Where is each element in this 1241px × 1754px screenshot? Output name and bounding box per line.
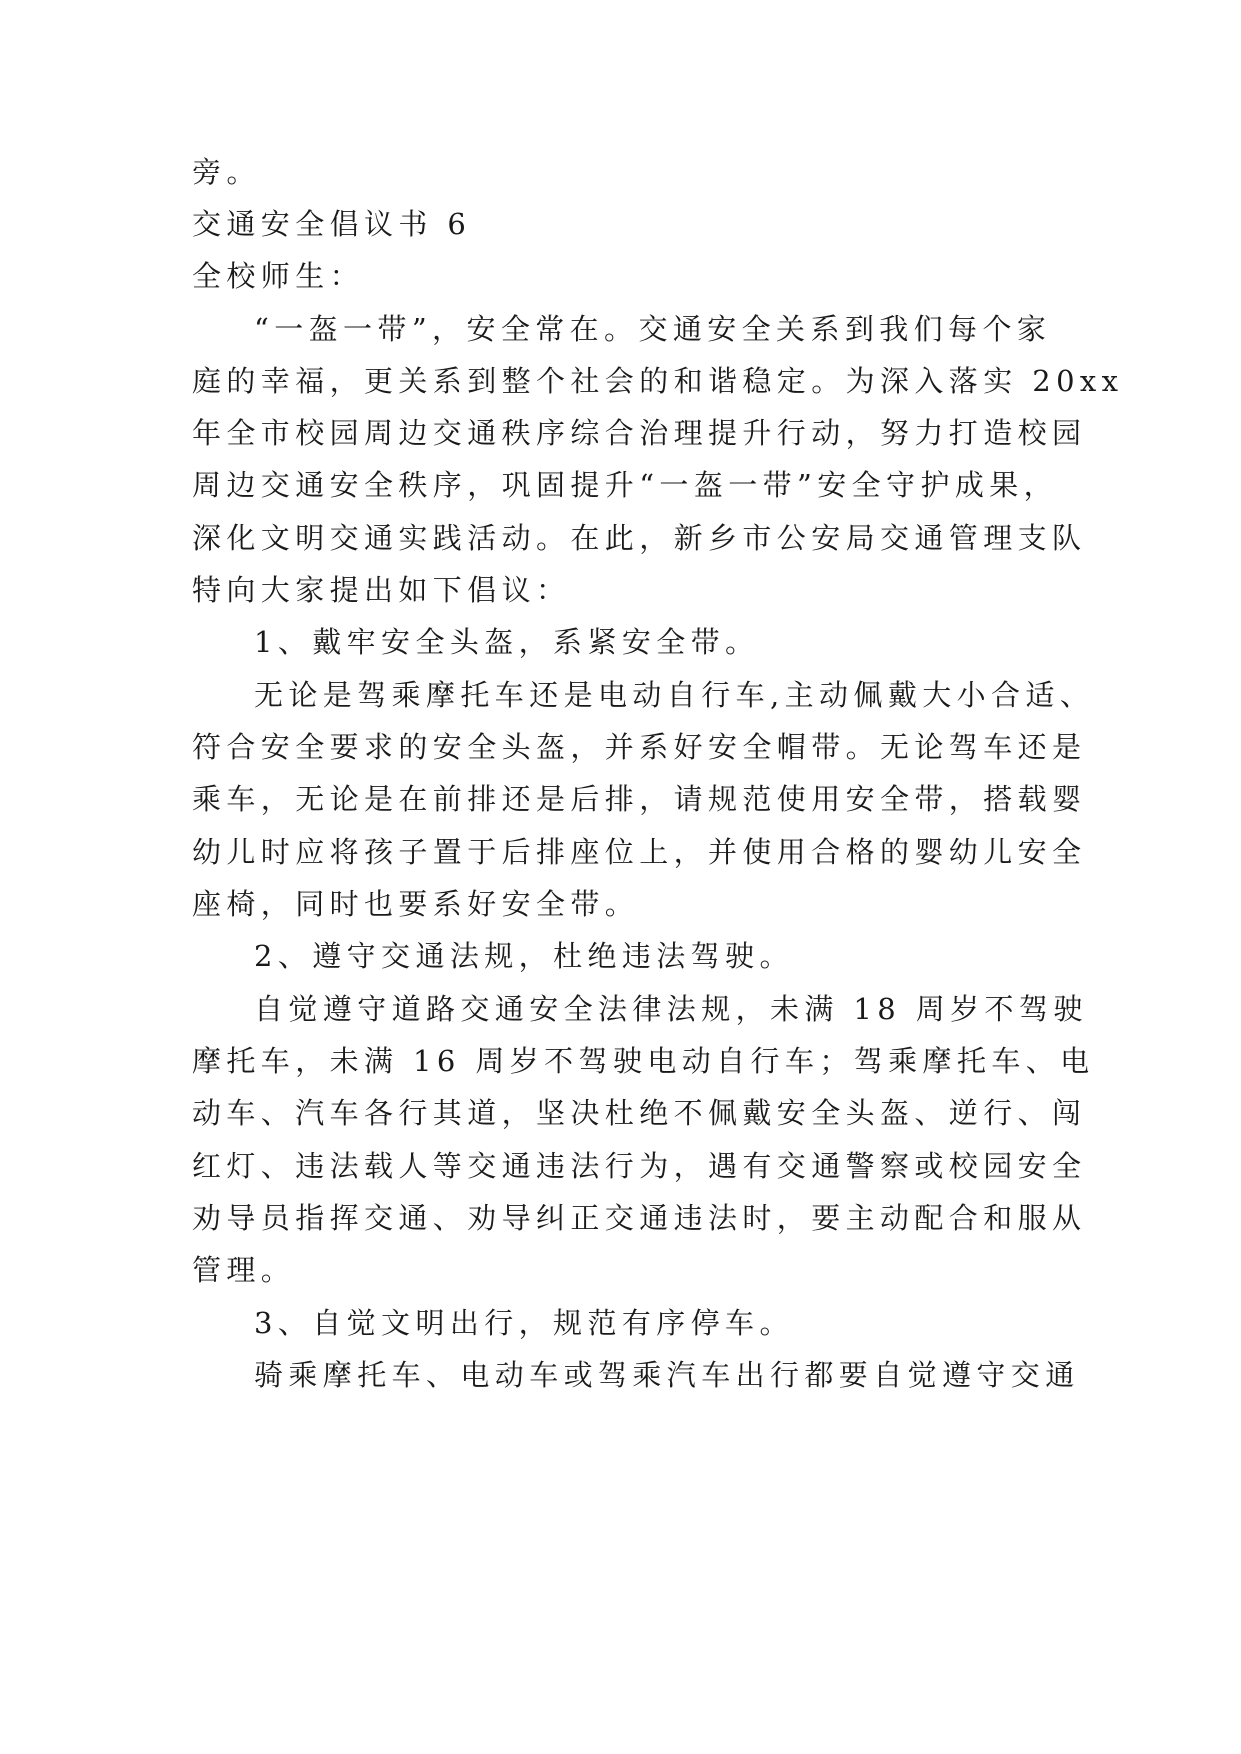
paragraph-line: 红灯、违法载人等交通违法行为，遇有交通警察或校园安全	[192, 1149, 1087, 1183]
salutation: 全校师生：	[192, 259, 365, 293]
section-heading: 3、自觉文明出行，规范有序停车。	[254, 1306, 794, 1340]
paragraph-line: 无论是驾乘摩托车还是电动自行车,主动佩戴大小合适、	[254, 678, 1095, 712]
paragraph-line: 自觉遵守道路交通安全法律法规，未满 18 周岁不驾驶	[254, 992, 1088, 1026]
paragraph-line: 特向大家提出如下倡议：	[192, 573, 571, 607]
paragraph-line: 庭的幸福，更关系到整个社会的和谐稳定。为深入落实 20xx	[192, 364, 1124, 398]
paragraph-line: 符合安全要求的安全头盔，并系好安全帽带。无论驾车还是	[192, 730, 1087, 764]
paragraph-line: 管理。	[192, 1253, 296, 1287]
section-heading: 1、戴牢安全头盔，系紧安全带。	[254, 625, 760, 659]
continuation-line: 旁。	[192, 155, 261, 189]
section-heading: 2、遵守交通法规，杜绝违法驾驶。	[254, 939, 794, 973]
paragraph-line: 座椅，同时也要系好安全带。	[192, 887, 640, 921]
paragraph-line: 劝导员指挥交通、劝导纠正交通违法时，要主动配合和服从	[192, 1201, 1087, 1235]
paragraph-line: 动车、汽车各行其道，坚决杜绝不佩戴安全头盔、逆行、闯	[192, 1096, 1087, 1130]
paragraph-line: 摩托车，未满 16 周岁不驾驶电动自行车；驾乘摩托车、电	[192, 1044, 1095, 1078]
document-title: 交通安全倡议书 6	[192, 207, 472, 241]
paragraph-line: “一盔一带”，安全常在。交通安全关系到我们每个家	[254, 312, 1052, 346]
paragraph-line: 幼儿时应将孩子置于后排座位上，并使用合格的婴幼儿安全	[192, 835, 1087, 869]
paragraph-line: 乘车，无论是在前排还是后排，请规范使用安全带，搭载婴	[192, 782, 1087, 816]
paragraph-line: 深化文明交通实践活动。在此，新乡市公安局交通管理支队	[192, 521, 1087, 555]
paragraph-line: 年全市校园周边交通秩序综合治理提升行动，努力打造校园	[192, 416, 1087, 450]
paragraph-line: 骑乘摩托车、电动车或驾乘汽车出行都要自觉遵守交通	[254, 1358, 1080, 1392]
paragraph-line: 周边交通安全秩序，巩固提升“一盔一带”安全守护成果，	[192, 468, 1059, 502]
